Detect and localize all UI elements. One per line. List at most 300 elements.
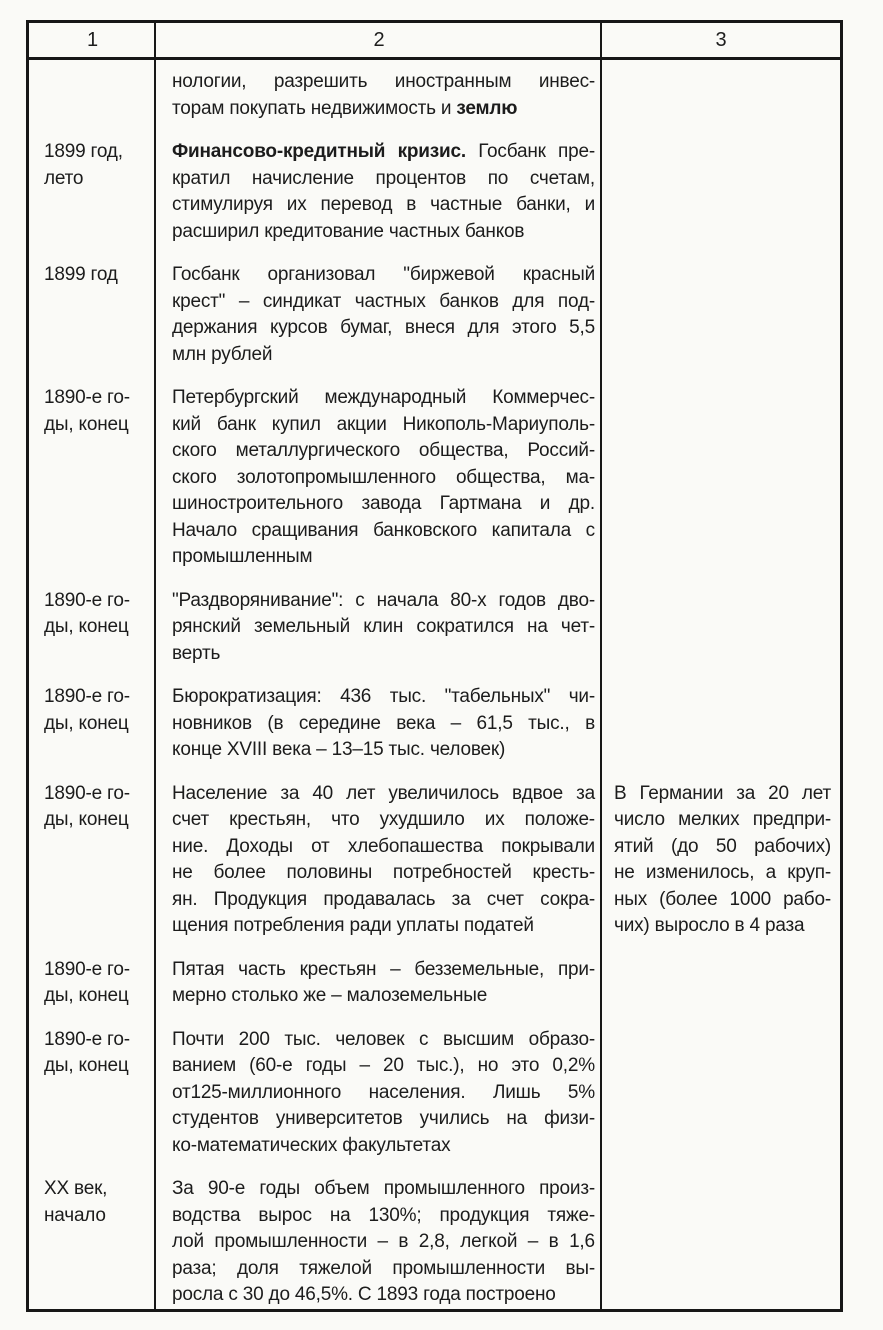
text-line bbox=[44, 711, 150, 738]
word: сращивания bbox=[251, 519, 359, 541]
word: 2,8, bbox=[418, 1231, 450, 1252]
word: нологии, bbox=[172, 71, 247, 92]
word: 1000 bbox=[729, 888, 772, 910]
text-line bbox=[44, 1203, 150, 1230]
table-row bbox=[29, 588, 840, 668]
word: земельный bbox=[253, 616, 350, 637]
word: рянский bbox=[172, 616, 241, 637]
word: 130%; bbox=[368, 1204, 422, 1226]
event-cell bbox=[156, 588, 602, 668]
word: – bbox=[377, 1231, 388, 1252]
word: число bbox=[614, 809, 665, 830]
text-line bbox=[44, 385, 150, 412]
column-divider-1 bbox=[154, 23, 156, 1309]
word: потребностей bbox=[392, 862, 512, 883]
word: стимулируя bbox=[172, 194, 273, 215]
word: 20 bbox=[383, 1055, 404, 1076]
text-segment: ды, конец bbox=[44, 809, 129, 830]
text-line bbox=[44, 807, 150, 834]
word: тяже- bbox=[547, 1204, 595, 1226]
word: лой bbox=[172, 1231, 204, 1252]
text-line bbox=[172, 315, 595, 342]
word: Население bbox=[172, 782, 268, 804]
word: организовал bbox=[267, 264, 376, 285]
text-line bbox=[172, 588, 595, 615]
word: др. bbox=[568, 493, 595, 514]
word: перевод bbox=[320, 194, 393, 215]
text-segment: 1890-е го- bbox=[44, 387, 130, 408]
word: счетам, bbox=[529, 167, 595, 189]
text-segment: лето bbox=[44, 167, 84, 189]
text-segment: ды, конец bbox=[44, 712, 129, 734]
event-cell bbox=[156, 262, 602, 368]
word: ванием bbox=[172, 1055, 236, 1076]
word: за bbox=[451, 888, 471, 910]
word: на bbox=[527, 616, 548, 637]
text-line bbox=[172, 1080, 595, 1107]
word: сократился bbox=[416, 616, 514, 637]
text-segment: торам покупать недвижимость и bbox=[172, 97, 457, 119]
text-line bbox=[172, 711, 595, 738]
word: часть bbox=[238, 958, 286, 980]
text-segment: XX век, bbox=[44, 1178, 108, 1199]
history-table bbox=[26, 20, 843, 1312]
table-row bbox=[29, 1027, 840, 1160]
table-row bbox=[29, 262, 840, 368]
text-line bbox=[614, 834, 831, 861]
word: курсов bbox=[269, 317, 328, 338]
text-line bbox=[44, 1027, 150, 1054]
word: частных bbox=[354, 290, 426, 312]
text-line bbox=[172, 834, 595, 861]
word: металлургического bbox=[235, 440, 400, 461]
word: тяжелой bbox=[299, 1257, 372, 1279]
word: – bbox=[359, 1055, 370, 1076]
word: иностранным bbox=[394, 71, 512, 92]
text-line bbox=[172, 1053, 595, 1080]
word: безземельные, bbox=[414, 958, 545, 980]
word: это bbox=[511, 1055, 540, 1076]
word: счет bbox=[486, 888, 524, 910]
text-line bbox=[172, 544, 595, 571]
text-line bbox=[172, 737, 595, 764]
word: золотопромышленного bbox=[236, 466, 436, 488]
text-line bbox=[172, 887, 595, 914]
text-line bbox=[44, 684, 150, 711]
table-header-row bbox=[29, 23, 840, 60]
word: крест" bbox=[172, 290, 226, 312]
text-line bbox=[44, 1053, 150, 1080]
word: начисление bbox=[251, 167, 354, 189]
word: середине bbox=[298, 712, 381, 734]
word: банки, bbox=[516, 194, 571, 215]
word: с bbox=[355, 589, 365, 611]
word: вдвое bbox=[512, 782, 563, 804]
table-row bbox=[29, 1176, 840, 1309]
text-line bbox=[44, 139, 150, 166]
word: Коммерчес- bbox=[492, 387, 595, 408]
header-col-1: 1 bbox=[86, 28, 99, 51]
word: за bbox=[576, 782, 595, 804]
word: но bbox=[477, 1055, 499, 1076]
word: Госбанк bbox=[478, 141, 546, 162]
word: человек bbox=[335, 1028, 405, 1050]
word: половины bbox=[286, 862, 373, 883]
column-divider-2 bbox=[600, 23, 602, 1309]
word: раза; bbox=[172, 1257, 217, 1279]
word: Россий- bbox=[527, 440, 595, 461]
word: сокра- bbox=[540, 888, 595, 910]
text-line bbox=[172, 219, 595, 246]
word: держания bbox=[172, 317, 258, 338]
word: 61,5 bbox=[476, 712, 513, 734]
text-segment: верть bbox=[172, 642, 221, 664]
period-cell bbox=[29, 1176, 156, 1309]
note-cell bbox=[602, 385, 840, 571]
word: более bbox=[213, 862, 266, 883]
word: 5,5 bbox=[569, 317, 595, 338]
word: века bbox=[396, 712, 436, 734]
text-line bbox=[44, 1176, 150, 1203]
text-line bbox=[172, 1106, 595, 1133]
word: этого bbox=[512, 317, 557, 338]
word: тыс. bbox=[284, 1028, 321, 1050]
word: за bbox=[736, 782, 756, 804]
word: 436 bbox=[340, 686, 372, 707]
text-line bbox=[172, 1176, 595, 1203]
text-line bbox=[44, 781, 150, 808]
note-cell bbox=[602, 588, 840, 668]
note-cell bbox=[602, 1027, 840, 1160]
text-segment: 1890-е го- bbox=[44, 589, 130, 611]
word: разрешить bbox=[273, 71, 368, 92]
word: тыс., bbox=[528, 712, 570, 734]
word: Доходы bbox=[226, 835, 293, 857]
word: годы bbox=[305, 1055, 347, 1076]
text-line bbox=[172, 465, 595, 492]
text-line bbox=[172, 166, 595, 193]
word: – bbox=[390, 958, 401, 980]
word: ян. bbox=[172, 888, 198, 910]
word: для bbox=[467, 317, 500, 338]
word: тыс.), bbox=[416, 1055, 465, 1076]
text-segment: ко-математических факультетах bbox=[172, 1134, 451, 1156]
word: кризис. bbox=[397, 141, 466, 162]
text-segment: 1899 год bbox=[44, 264, 118, 285]
text-line bbox=[172, 1203, 595, 1230]
word: акции bbox=[336, 413, 387, 435]
word: их bbox=[286, 194, 307, 215]
word: кратил bbox=[172, 167, 231, 189]
text-line bbox=[172, 385, 595, 412]
word: общества, bbox=[418, 440, 509, 461]
text-line bbox=[172, 1133, 595, 1160]
note-cell bbox=[602, 781, 840, 940]
text-line bbox=[614, 781, 831, 808]
word: рабо- bbox=[783, 888, 831, 910]
word: предпри- bbox=[752, 809, 831, 830]
word: внеся bbox=[404, 317, 455, 338]
event-cell bbox=[156, 1027, 602, 1160]
period-cell bbox=[29, 69, 156, 122]
text-line bbox=[172, 96, 595, 123]
text-line bbox=[172, 262, 595, 289]
text-line bbox=[172, 289, 595, 316]
text-line bbox=[172, 192, 595, 219]
word: Лишь bbox=[492, 1081, 541, 1103]
text-line bbox=[172, 342, 595, 369]
word: годов bbox=[498, 589, 546, 611]
word: клин bbox=[363, 616, 404, 637]
word: За bbox=[172, 1178, 194, 1199]
text-line bbox=[44, 588, 150, 615]
text-line bbox=[44, 983, 150, 1010]
text-segment: ды, конец bbox=[44, 616, 129, 637]
word: кий bbox=[172, 413, 201, 435]
word: В bbox=[614, 782, 627, 804]
word: 5% bbox=[567, 1081, 595, 1103]
period-cell bbox=[29, 139, 156, 245]
word: 90-е bbox=[207, 1178, 246, 1199]
text-line bbox=[44, 166, 150, 193]
period-cell bbox=[29, 588, 156, 668]
word: Почти bbox=[172, 1028, 225, 1050]
word: с bbox=[585, 519, 595, 541]
word: – bbox=[238, 290, 250, 312]
word: ского bbox=[172, 466, 217, 488]
text-line bbox=[172, 983, 595, 1010]
text-line bbox=[172, 69, 595, 96]
word: хлебопашества bbox=[347, 835, 483, 857]
text-segment: чих) выросло в 4 раза bbox=[614, 915, 805, 936]
word: не bbox=[614, 862, 635, 883]
text-segment: начало bbox=[44, 1204, 106, 1226]
word: лет bbox=[801, 782, 831, 804]
word: населения. bbox=[368, 1081, 466, 1103]
text-line bbox=[172, 641, 595, 668]
word: счет bbox=[172, 809, 210, 830]
word: ние. bbox=[172, 835, 209, 857]
table-body bbox=[29, 60, 840, 1309]
text-line bbox=[172, 684, 595, 711]
word: Гартмана bbox=[439, 493, 522, 514]
word: "табельных" bbox=[444, 686, 551, 707]
note-cell bbox=[602, 69, 840, 122]
text-line bbox=[172, 1229, 595, 1256]
word: в bbox=[548, 1231, 559, 1252]
text-line bbox=[172, 1027, 595, 1054]
word: для bbox=[512, 290, 545, 312]
word: "биржевой bbox=[403, 264, 495, 285]
word: доля bbox=[236, 1257, 279, 1279]
table-row bbox=[29, 957, 840, 1010]
word: в bbox=[398, 1231, 409, 1252]
word: банк bbox=[216, 413, 256, 435]
text-line bbox=[44, 412, 150, 439]
word: физи- bbox=[544, 1108, 595, 1129]
word: и bbox=[539, 493, 551, 514]
word: от125-миллионного bbox=[172, 1081, 342, 1103]
text-line bbox=[172, 139, 595, 166]
word: Финансово-кредитный bbox=[172, 141, 386, 162]
word: при- bbox=[557, 958, 595, 980]
word: Госбанк bbox=[172, 264, 240, 285]
word: красный bbox=[522, 264, 595, 285]
word: а bbox=[765, 862, 776, 883]
word: 200 bbox=[238, 1028, 270, 1050]
word: – bbox=[450, 712, 462, 734]
word: 80-х bbox=[450, 589, 487, 611]
word: продукция bbox=[439, 1204, 530, 1226]
text-line bbox=[172, 860, 595, 887]
text-segment: 1899 год, bbox=[44, 141, 123, 162]
word: ухудшило bbox=[379, 809, 465, 830]
word: капитала bbox=[491, 519, 571, 541]
text-segment: конце XVIII века – 13–15 тыс. человек) bbox=[172, 739, 506, 760]
table-row bbox=[29, 69, 840, 122]
word: Пятая bbox=[172, 958, 225, 980]
text-line bbox=[172, 518, 595, 545]
note-cell bbox=[602, 1176, 840, 1309]
word: чет- bbox=[560, 616, 595, 637]
period-cell bbox=[29, 684, 156, 764]
word: легкой bbox=[460, 1231, 518, 1252]
text-segment: щения потребления ради уплаты податей bbox=[172, 915, 534, 936]
period-cell bbox=[29, 385, 156, 571]
text-segment: ды, конец bbox=[44, 1055, 129, 1076]
period-cell bbox=[29, 957, 156, 1010]
text-line bbox=[172, 438, 595, 465]
word: учились bbox=[419, 1108, 490, 1129]
word: рабочих) bbox=[754, 835, 831, 857]
word: с bbox=[419, 1028, 429, 1050]
event-cell bbox=[156, 139, 602, 245]
word: покрывали bbox=[501, 835, 595, 857]
word: купил bbox=[271, 413, 321, 435]
note-cell bbox=[602, 957, 840, 1010]
text-line bbox=[172, 807, 595, 834]
table-row bbox=[29, 385, 840, 571]
word: частные bbox=[430, 194, 503, 215]
word: дво- bbox=[557, 589, 595, 611]
text-line bbox=[172, 1282, 595, 1309]
text-line bbox=[614, 807, 831, 834]
event-cell bbox=[156, 1176, 602, 1309]
word: увеличилось bbox=[388, 782, 499, 804]
word: тыс. bbox=[389, 686, 427, 707]
text-segment: землю bbox=[456, 97, 518, 119]
word: Петербургский bbox=[172, 387, 299, 408]
word: 20 bbox=[768, 782, 789, 804]
note-cell bbox=[602, 684, 840, 764]
word: продавалась bbox=[323, 888, 436, 910]
text-segment: ды, конец bbox=[44, 985, 129, 1006]
word: вырос bbox=[258, 1204, 312, 1226]
text-segment: росла с 30 до 46,5%. С 1893 года построено bbox=[172, 1284, 556, 1305]
text-segment: расширил кредитование частных банков bbox=[172, 220, 525, 242]
text-line bbox=[172, 913, 595, 940]
word: синдикат bbox=[262, 290, 342, 312]
event-cell bbox=[156, 684, 602, 764]
word: изменилось, bbox=[645, 862, 755, 883]
word: общества, bbox=[455, 466, 546, 488]
word: мелких bbox=[678, 809, 740, 830]
text-line bbox=[172, 957, 595, 984]
word: что bbox=[331, 809, 360, 830]
word: в bbox=[406, 194, 417, 215]
word: образо- bbox=[528, 1028, 595, 1050]
word: международный bbox=[324, 387, 467, 408]
word: чи- bbox=[568, 686, 595, 707]
word: 50 bbox=[715, 835, 737, 857]
text-segment: 1890-е го- bbox=[44, 686, 130, 707]
text-segment: 1890-е го- bbox=[44, 1028, 130, 1050]
word: ского bbox=[172, 440, 217, 461]
text-line bbox=[172, 412, 595, 439]
word: промышленного bbox=[383, 1178, 525, 1199]
word: ятий bbox=[614, 835, 654, 857]
text-line bbox=[44, 262, 150, 289]
word: "Раздворянивание": bbox=[172, 589, 344, 611]
word: годы bbox=[259, 1178, 300, 1199]
word: Начало bbox=[172, 519, 238, 541]
table-row bbox=[29, 684, 840, 764]
word: новников bbox=[172, 712, 252, 734]
word: банковского bbox=[373, 519, 478, 541]
text-segment: промышленным bbox=[172, 546, 313, 567]
text-segment: ды, конец bbox=[44, 413, 129, 435]
text-line bbox=[614, 887, 831, 914]
word: крестьян bbox=[299, 958, 377, 980]
word: завода bbox=[361, 493, 422, 514]
word: крестьян, bbox=[229, 809, 311, 830]
word: 40 bbox=[312, 782, 334, 804]
text-line bbox=[614, 913, 831, 940]
word: (более bbox=[659, 888, 718, 910]
text-line bbox=[172, 491, 595, 518]
word: не bbox=[172, 862, 193, 883]
word: начала bbox=[376, 589, 439, 611]
header-col-3: 3 bbox=[715, 28, 727, 51]
word: процентов bbox=[375, 167, 467, 189]
word: ных bbox=[614, 888, 648, 910]
word: вы- bbox=[565, 1257, 595, 1279]
word: Продукция bbox=[213, 888, 308, 910]
word: по bbox=[487, 167, 509, 189]
word: кресть- bbox=[532, 862, 595, 883]
word: от bbox=[311, 835, 330, 857]
word: инвес- bbox=[538, 71, 595, 92]
text-segment: мерно столько же – малоземельные bbox=[172, 985, 488, 1006]
event-cell bbox=[156, 781, 602, 940]
text-segment: 1890-е го- bbox=[44, 782, 130, 804]
header-col-2: 2 bbox=[373, 28, 385, 51]
word: 1,6 bbox=[569, 1231, 595, 1252]
word: высшим bbox=[442, 1028, 514, 1050]
word: (до bbox=[670, 835, 699, 857]
word: на bbox=[506, 1108, 528, 1129]
note-cell bbox=[602, 139, 840, 245]
word: круп- bbox=[787, 862, 831, 883]
text-line bbox=[44, 614, 150, 641]
event-cell bbox=[156, 385, 602, 571]
word: и bbox=[584, 194, 595, 215]
period-cell bbox=[29, 781, 156, 940]
table-row bbox=[29, 781, 840, 940]
period-cell bbox=[29, 262, 156, 368]
word: Никополь-Мариуполь- bbox=[402, 413, 595, 435]
word: пре- bbox=[558, 141, 595, 162]
